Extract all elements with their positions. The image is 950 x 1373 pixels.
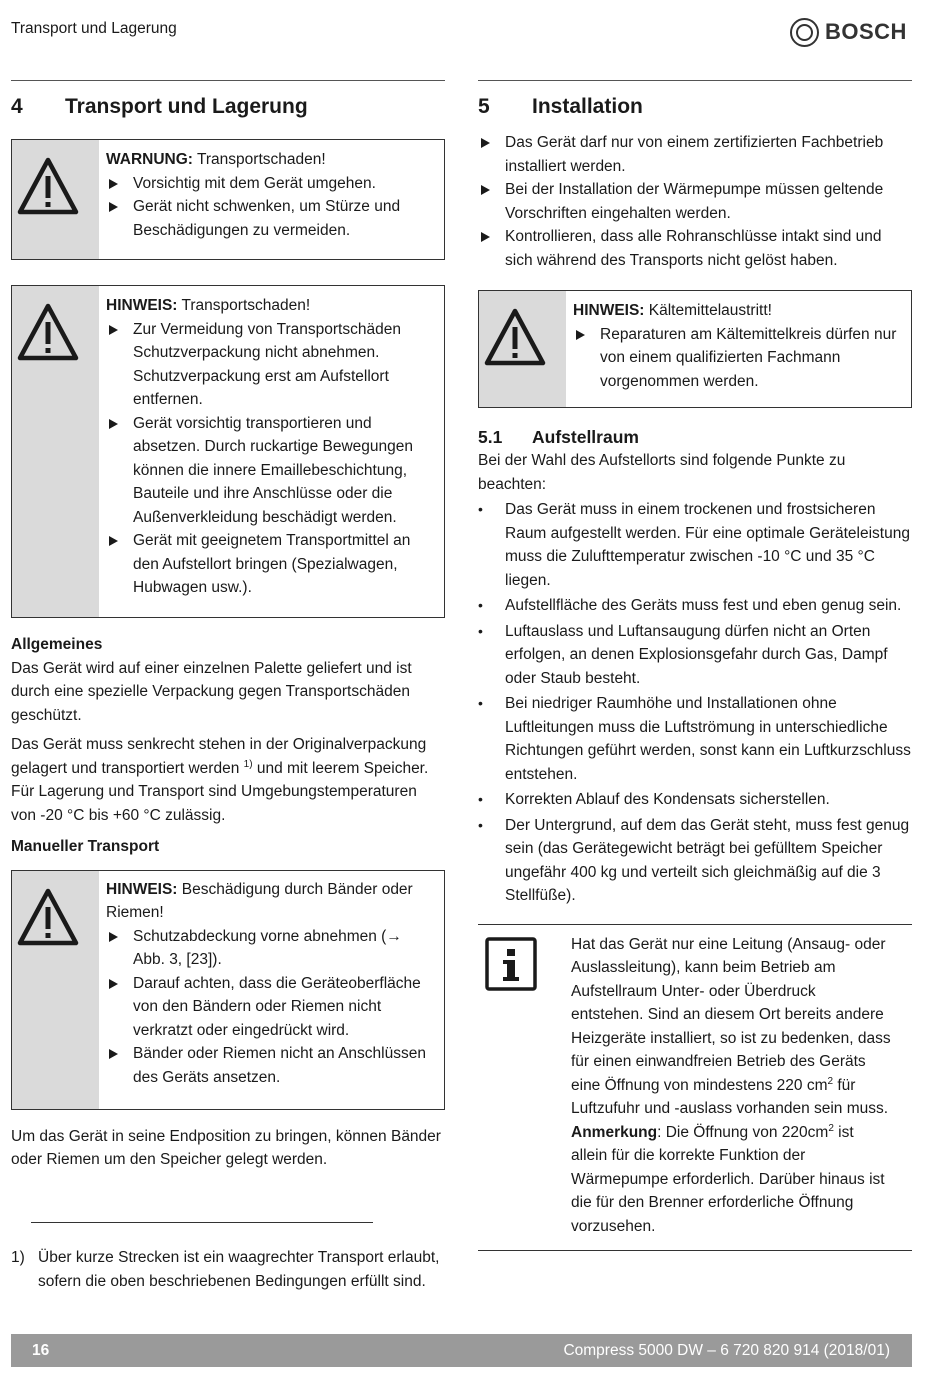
notice-text: Beschädigung durch Bänder oder Riemen! — [106, 880, 413, 921]
right-column — [478, 80, 912, 1251]
notice-text: Transportschaden! — [177, 297, 311, 314]
bosch-logo — [790, 16, 915, 48]
warning-text: Transportschaden! — [192, 151, 326, 168]
footnote — [11, 1246, 451, 1293]
page-number: 16 — [32, 1341, 50, 1359]
list-item: Gerät nicht schwenken, um Stürze und Beschädigungen zu vermeiden. — [106, 195, 434, 242]
warning-triangle-icon — [483, 307, 547, 367]
info-box — [478, 924, 912, 1252]
list-item: Zur Vermeidung von Transportschäden Schutzverpackung nicht abnehmen. Schutzverpackung erst am Aufstellort entfernen. — [106, 318, 434, 412]
list-item: Bei der Installation der Wärmepumpe müssen geltende Vorschriften eingehalten werden. — [478, 178, 912, 225]
general-heading: Allgemeines — [11, 636, 103, 653]
notice-box-straps — [11, 870, 445, 1110]
general-paragraph-2: Das Gerät muss senkrecht stehen in der Originalverpackung gelagert und transportiert werden $^{1)}$ und mit leerem Speicher. Für Lagerung und Transport sind Umgebungstemperaturen von -20 °C bis +60 °C zulässig. — [11, 736, 429, 824]
installation-location-list — [478, 498, 912, 908]
general-paragraph-1: Das Gerät wird auf einer einzelnen Palette geliefert und ist durch eine spezielle Verpackung gegen Transportschäden geschützt. — [11, 659, 412, 724]
footnote-divider — [31, 1222, 373, 1223]
section-number: 5 — [478, 95, 490, 118]
list-item: Darauf achten, dass die Geräteoberfläche von den Bändern oder Riemen nicht verkratzt oder eingedrückt wird. — [106, 972, 434, 1043]
list-item: Schutzabdeckung vorne abnehmen (→ Abb. 3, [23]). — [106, 925, 434, 972]
notice-symbol — [479, 291, 566, 407]
list-item: Gerät mit geeignetem Transportmittel an den Aufstellort bringen (Spezialwagen, Hubwagen usw.). — [106, 529, 434, 600]
list-item: Kontrollieren, dass alle Rohranschlüsse intakt sind und sich während des Transports nicht gelöst haben. — [478, 225, 912, 272]
section-4-heading — [11, 93, 445, 121]
list-item: • Das Gerät muss in einem trockenen und frostsicheren Raum aufgestellt werden. Für eine optimale Geräteleistung muss die Zulufttemperatur zwischen -10 °C und 35 °C liegen. — [478, 498, 912, 592]
notice-text: Kältemittelaustritt! — [644, 302, 772, 319]
list-item: Bänder oder Riemen nicht an Anschlüssen des Geräts ansetzen. — [106, 1042, 434, 1089]
list-item: Reparaturen am Kältemittelkreis dürfen nur von einem qualifizierten Fachmann vorgenommen werden. — [573, 323, 901, 394]
warning-label: WARNUNG: — [106, 151, 193, 168]
notice-label: HINWEIS: — [106, 297, 178, 314]
bosch-logo-icon — [790, 18, 819, 47]
section-title: Installation — [532, 95, 643, 118]
warning-triangle-icon — [16, 156, 80, 216]
subsection-5-1-heading — [478, 425, 912, 449]
list-item: • Aufstellfläche des Geräts muss fest und eben genug sein. — [478, 594, 912, 618]
notice-box-transport — [11, 285, 445, 618]
warning-triangle-icon — [16, 302, 80, 362]
footnote-number: 1) — [11, 1249, 25, 1266]
list-item: • Luftauslass und Luftansaugung dürfen nicht an Orten erfolgen, an denen Explosionsgefahr durch Gas, Dampf oder Staub besteht. — [478, 620, 912, 691]
notice-label: HINWEIS: — [573, 302, 645, 319]
manual-transport-paragraph: Um das Gerät in seine Endposition zu bringen, können Bänder oder Riemen um den Speicher gelegt werden. — [11, 1127, 441, 1168]
info-text: Hat das Gerät nur eine Leitung (Ansaug- oder Auslassleitung), kann beim Betrieb am Aufstellraum Unter- oder Überdruck entstehen. Sind an diesem Ort bereits andere Heizgeräte installiert, so ist zu bedenken, dass für einen einwandfreien Betrieb des Geräts eine Öffnung von mindestens 220 $cm^2$ für Luftzufuhr und -auslass vorhanden sein muss. Anmerkung: Die Öffnung von $220cm^2$ ist allein für die korrekte Funktion der Wärmepumpe erforderlich. Darüber hinaus ist die für den Brenner erforderliche Öffnung vorzusehen. — [571, 935, 891, 1235]
list-item: Das Gerät darf nur von einem zertifizierten Fachbetrieb installiert werden. — [478, 131, 912, 178]
remark-label: Anmerkung — [571, 1123, 658, 1141]
bosch-logo-text: BOSCH — [825, 19, 907, 45]
subsection-intro: Bei der Wahl des Aufstellorts sind folgende Punkte zu beachten: — [478, 452, 846, 493]
warning-triangle-icon — [16, 887, 80, 947]
info-icon — [485, 937, 537, 991]
left-column — [11, 80, 445, 1172]
list-item: • Bei niedriger Raumhöhe und Installationen ohne Luftleitungen muss die Luftströmung in unterschiedliche Richtungen geführt werden, sonst kann ein Luftkurzschluss entstehen. — [478, 692, 912, 786]
manual-transport-heading: Manueller Transport — [11, 838, 160, 855]
footnote-ref: 1) — [243, 758, 253, 770]
notice-label: HINWEIS: — [106, 880, 178, 898]
notice-symbol — [12, 286, 99, 617]
list-item: Gerät vorsichtig transportieren und absetzen. Durch ruckartige Bewegungen können die innere Emaillebeschichtung, Bauteile und ihre Anschlüsse oder die Außenverkleidung beschädigt werden. — [106, 412, 434, 530]
subsection-number: 5.1 — [478, 427, 503, 447]
section-5-heading — [478, 93, 912, 121]
notice-symbol — [12, 871, 99, 1109]
page-header-title: Transport und Lagerung — [11, 20, 177, 37]
footnote-text: Über kurze Strecken ist ein waagrechter Transport erlaubt, sofern die oben beschriebenen Bedingungen erfüllt sind. — [38, 1249, 440, 1290]
page-footer — [11, 1334, 912, 1367]
list-item: • Der Untergrund, auf dem das Gerät steht, muss fest genug sein (das Gerätegewicht beträgt bei gefülltem Speicher ungefähr 400 kg und verteilt sich gleichmäßig auf die 3 Stellfüße). — [478, 814, 912, 908]
warning-symbol — [12, 140, 99, 259]
list-item: Vorsichtig mit dem Gerät umgehen. — [106, 172, 434, 196]
subsection-title: Aufstellraum — [532, 427, 639, 447]
section-number: 4 — [11, 95, 23, 118]
section-title: Transport und Lagerung — [65, 95, 308, 118]
document-id: Compress 5000 DW – 6 720 820 914 (2018/01) — [563, 1341, 890, 1359]
notice-box-refrigerant — [478, 290, 912, 408]
list-item: • Korrekten Ablauf des Kondensats sicherstellen. — [478, 788, 912, 812]
warning-box — [11, 139, 445, 260]
